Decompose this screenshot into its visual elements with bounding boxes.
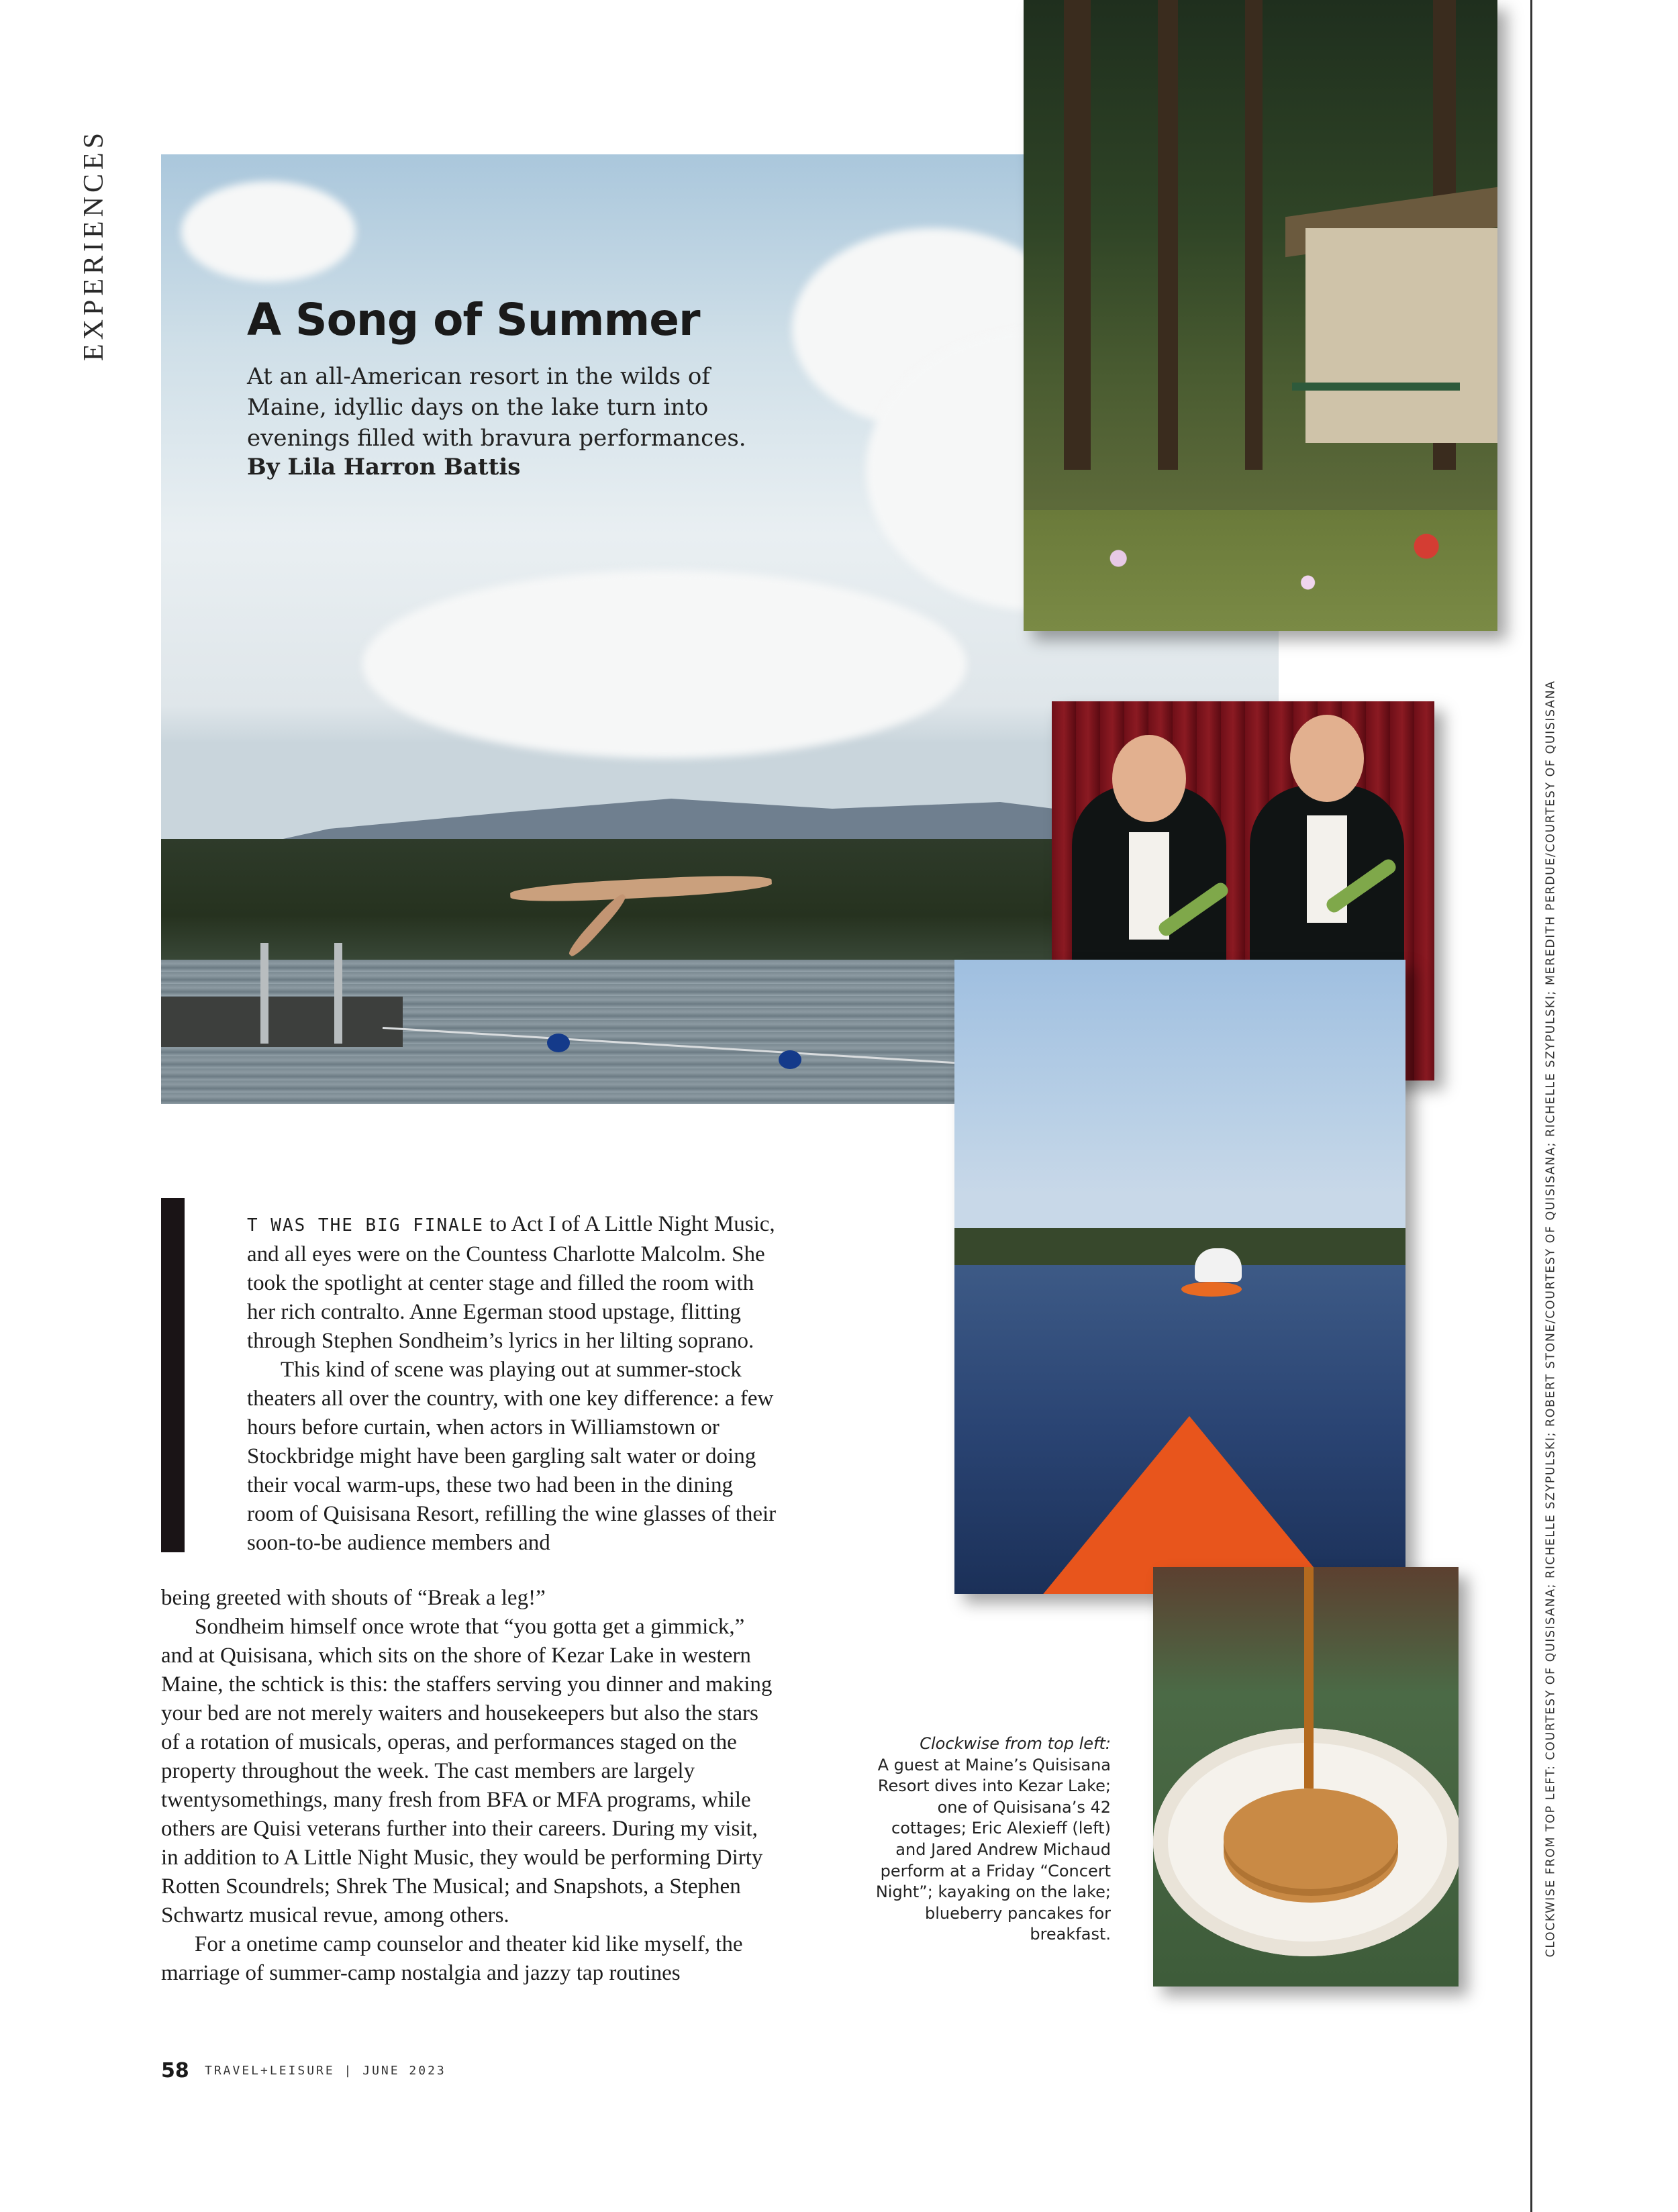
- section-tag-text: EXPERIENCES: [79, 128, 110, 362]
- section-tag: [57, 128, 131, 362]
- photo-caption: [859, 1733, 1111, 1946]
- article-byline: By Lila Harron Battis: [247, 454, 521, 481]
- article-dek: At an all-American resort in the wilds of Maine, idyllic days on the lake turn into evenings filled with bravura performances.: [247, 363, 746, 452]
- paragraph-3: Sondheim himself once wrote that “you gotta get a gimmick,” and at Quisisana, which sits on the shore of Kezar Lake in western Maine, the schtick is this: the staffers serving you dinner and making your bed are not merely waiters and housekeepers but also the stars of a rotation of musicals, operas, and performances staged on the property throughout the week. The cast members are largely twentysomethings, many fresh from BFA or MFA programs, while others are Quisi veterans further into their careers. During my visit, in addition to A Little Night Music, they would be performing Dirty Rotten Scoundrels; Shrek The Musical; and Snapshots, a Stephen Schwartz musical revue, among others.: [161, 1615, 773, 1927]
- article-body-main: [161, 1584, 779, 1988]
- caption-text: A guest at Maine’s Quisisana Resort dives into Kezar Lake; one of Quisisana’s 42 cottages; Eric Alexieff (left) and Jared Andrew Michaud perform at a Friday “Concert Night”; kayaking on the lake; blueberry pancakes for breakfast.: [875, 1755, 1111, 1944]
- cottage-photo: [1024, 0, 1497, 631]
- margin-rule: [1530, 0, 1532, 2212]
- caption-lead: Clockwise from top left:: [920, 1734, 1111, 1753]
- article-title: A Song of Summer: [247, 294, 700, 346]
- footer-publication: TRAVEL+LEISURE | JUNE 2023: [205, 2064, 446, 2078]
- photo-credits: [1534, 651, 1567, 1987]
- lead-in-caps: T WAS THE BIG FINALE: [247, 1215, 485, 1236]
- drop-cap-letter: [161, 1198, 185, 1552]
- kayak-photo: [954, 960, 1405, 1594]
- article-body-intro: [247, 1210, 777, 1558]
- photo-credits-text: CLOCKWISE FROM TOP LEFT: COURTESY OF QUISISANA; RICHELLE SZYPULSKI; ROBERT STONE/COURTESY OF QUISISANA; RICHELLE SZYPULSKI; MEREDITH PERDUE/COURTESY OF QUISISANA: [1544, 680, 1558, 1958]
- page-number: 58: [161, 2059, 189, 2082]
- paragraph-2-end: being greeted with shouts of “Break a leg!”: [161, 1586, 546, 1610]
- paragraph-2: This kind of scene was playing out at summer-stock theaters all over the country, with one key difference: a few hours before curtain, when actors in Williamstown or Stockbridge might have been gargling salt water or doing their vocal warm-ups, these two had been in the dining room of Quisisana Resort, refilling the wine glasses of their soon-to-be audience members and: [247, 1358, 777, 1555]
- pancakes-photo: [1153, 1567, 1459, 1987]
- intro-text: to Act I of A Little Night Music, and all eyes were on the Countess Charlotte Malcolm. She took the spotlight at center stage and filled the room with her rich contralto. Anne Egerman stood upstage, flitting through Stephen Sondheim’s lyrics in her lilting soprano.: [247, 1212, 775, 1353]
- paragraph-4: For a onetime camp counselor and theater kid like myself, the marriage of summer-camp nostalgia and jazzy tap routines: [161, 1932, 743, 1985]
